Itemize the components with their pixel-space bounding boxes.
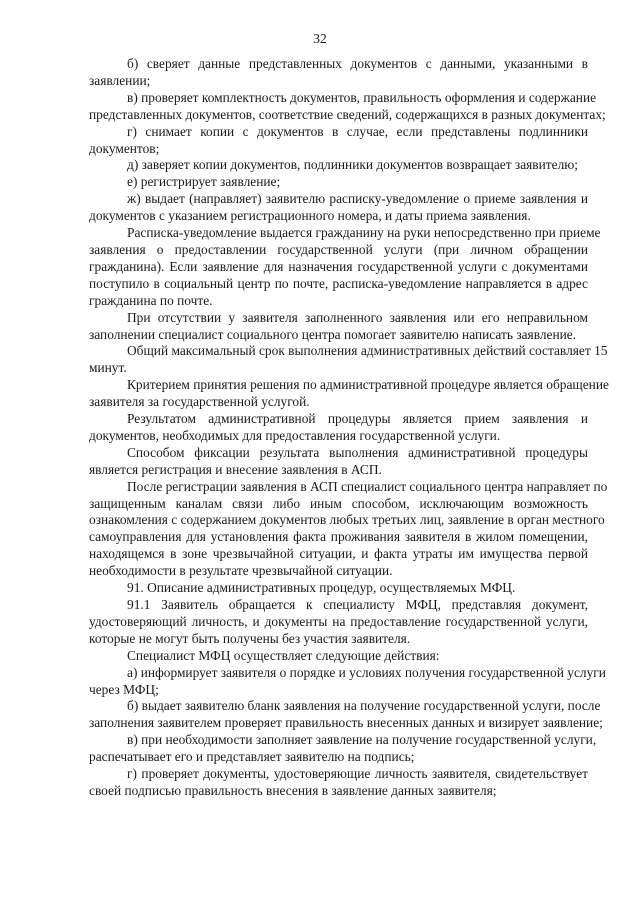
paragraph-line: Критерием принятия решения по административной процедуре является обращение <box>127 377 609 393</box>
paragraph-line: Результатом административной процедуры является прием заявления и <box>127 411 588 427</box>
paragraph <box>89 597 588 648</box>
paragraph-line: заполнении специалист социального центра помогает заявителю написать заявление. <box>89 326 577 342</box>
paragraph-line: 91.1 Заявитель обращается к специалисту МФЦ, представляя документ, <box>127 597 588 612</box>
paragraph <box>89 411 588 445</box>
paragraph <box>89 478 608 580</box>
paragraph-line: необходимости в результате чрезвычайной ситуации. <box>89 563 393 579</box>
paragraph <box>89 766 588 800</box>
paragraph <box>89 124 588 158</box>
paragraph-line: находящемся в зоне чрезвычайной ситуации, и факта утраты им имущества первой <box>89 546 588 562</box>
paragraph-line: заявителя за государственной услугой. <box>89 394 310 410</box>
paragraph-line: поступило в социальный центр по почте, расписка-уведомление направляется в адрес <box>89 275 588 291</box>
paragraph <box>89 698 603 732</box>
paragraph-line: д) заверяет копии документов, подлинники документов возвращает заявителю; <box>127 157 578 173</box>
paragraph-line: самоуправления для установления факта проживания заявителя в жилом помещении, <box>89 529 588 545</box>
paragraph-line: б) сверяет данные представленных документов с данными, указанными в <box>127 56 588 71</box>
paragraph-line: которые не могут быть получены без участия заявителя. <box>89 630 411 646</box>
paragraph <box>89 732 597 766</box>
paragraph-line: распечатывает его и представляет заявителю на подпись; <box>89 749 415 765</box>
paragraph <box>89 56 588 90</box>
paragraph-line: Специалист МФЦ осуществляет следующие действия: <box>127 647 440 663</box>
paragraph-line: заявлении; <box>89 72 151 88</box>
paragraph-line: 91. Описание административных процедур, осуществляемых МФЦ. <box>127 580 516 596</box>
page-number: 32 <box>313 31 327 46</box>
paragraph <box>89 191 588 225</box>
paragraph-line: через МФЦ; <box>89 681 159 697</box>
paragraph <box>89 174 588 191</box>
paragraph-line: документов с указанием регистрационного номера, и даты приема заявления. <box>89 208 531 224</box>
paragraph-line: документов, необходимых для предоставления государственной услуги. <box>89 427 501 443</box>
paragraph-line: После регистрации заявления в АСП специалист социального центра направляет по <box>127 478 608 494</box>
paragraph-line: б) выдает заявителю бланк заявления на получение государственной услуги, после <box>127 698 601 714</box>
paragraph-line: а) информирует заявителя о порядке и условиях получения государственной услуги <box>127 664 606 680</box>
paragraph-line: ознакомления с содержанием документов любых третьих лиц, заявление в орган местного <box>89 512 605 528</box>
paragraph-line: г) проверяет документы, удостоверяющие личность заявителя, свидетельствует <box>127 766 588 782</box>
paragraph-line: заявления о предоставлении государственной услуги (при личном обращении <box>89 241 588 257</box>
paragraph <box>89 648 588 665</box>
paragraph-line: гражданина по почте. <box>89 292 213 308</box>
document-body <box>89 56 609 800</box>
paragraph-line: представленных документов, соответствие сведений, содержащихся в разных документах; <box>89 106 606 122</box>
paragraph-line: в) проверяет комплектность документов, правильность оформления и содержание <box>127 89 597 105</box>
paragraph-line: Способом фиксации результата выполнения административной процедуры <box>127 444 588 460</box>
paragraph <box>89 664 606 699</box>
paragraph-line: Расписка-уведомление выдается гражданину на руки непосредственно при приеме <box>127 225 601 241</box>
paragraph <box>89 580 588 597</box>
paragraph-line: При отсутствии у заявителя заполненного заявления или его неправильном <box>127 309 588 325</box>
paragraph-line: документов; <box>89 140 160 156</box>
paragraph-line: удостоверяющий личность, и документы на предоставление государственной услуги, <box>89 613 588 629</box>
paragraph-line: заполнения заявителем проверяет правильность внесенных данных и визирует заявление; <box>89 715 603 731</box>
paragraph-line: ж) выдает (направляет) заявителю расписку-уведомление о приеме заявления и <box>127 191 588 207</box>
paragraph-line: Общий максимальный срок выполнения административных действий составляет 15 <box>127 343 608 359</box>
paragraph <box>89 310 588 344</box>
paragraph-line: е) регистрирует заявление; <box>127 174 281 190</box>
paragraph-line: является регистрация и внесение заявления в АСП. <box>89 461 382 477</box>
paragraph <box>89 445 588 479</box>
paragraph-line: г) снимает копии с документов в случае, если представлены подлинники <box>127 123 588 139</box>
paragraph-line: минут. <box>89 360 127 376</box>
paragraph-line: своей подписью правильность внесения в заявление данных заявителя; <box>89 782 497 798</box>
paragraph-line: гражданина). Если заявление для назначения государственной услуги с документами <box>89 258 588 274</box>
paragraph <box>89 377 609 411</box>
paragraph <box>89 225 601 310</box>
paragraph <box>89 343 608 377</box>
paragraph <box>89 157 588 174</box>
paragraph <box>89 89 606 124</box>
paragraph-line: защищенным каналам связи либо иным способом, исключающим возможность <box>89 495 588 511</box>
paragraph-line: в) при необходимости заполняет заявление на получение государственной услуги, <box>127 732 597 748</box>
